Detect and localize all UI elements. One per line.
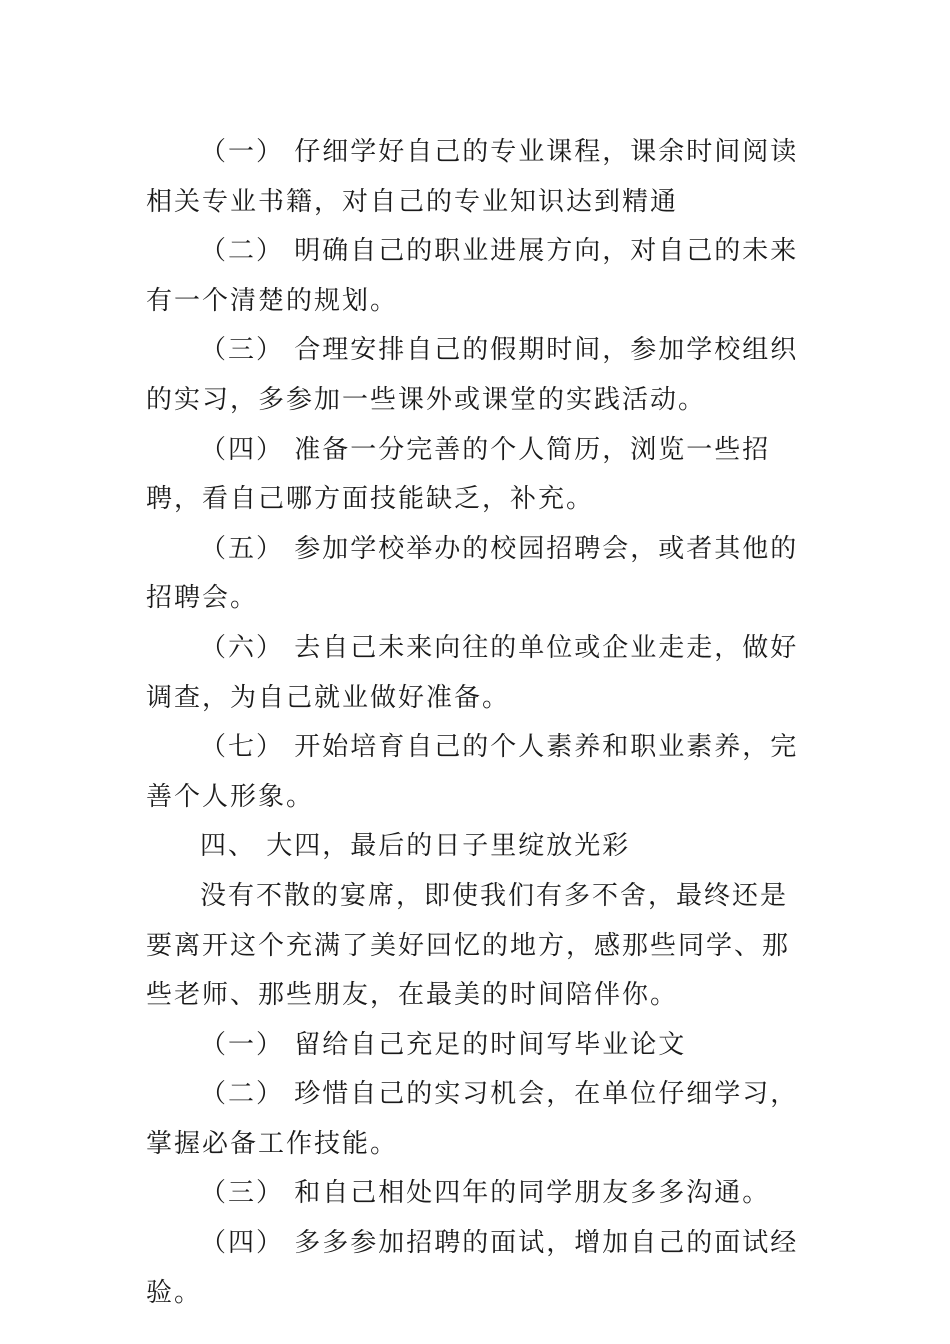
list-item: （七） 开始培育自己的个人素养和职业素养，完善个人形象。 [146,732,799,812]
list-item: （二） 珍惜自己的实习机会，在单位仔细学习，掌握必备工作技能。 [146,1079,799,1159]
document-body [146,128,814,1318]
list-item: （三） 合理安排自己的假期时间，参加学校组织的实习，多参加一些课外或课堂的实践活动。 [146,335,799,415]
list-item: （三） 和自己相处四年的同学朋友多多沟通。 [200,1178,771,1209]
list-item: （一） 仔细学好自己的专业课程，课余时间阅读相关专业书籍，对自己的专业知识达到精通 [146,137,799,217]
list-item: （四） 准备一分完善的个人简历，浏览一些招聘，看自己哪方面技能缺乏，补充。 [146,434,771,515]
list-item: （五） 参加学校举办的校园招聘会，或者其他的招聘会。 [146,533,799,614]
body-paragraph: 没有不散的宴席，即使我们有多不舍，最终还是要离开这个充满了美好回忆的地方，感那些同学、那些老师、那些朋友，在最美的时间陪伴你。 [146,880,791,1011]
list-item: （一） 留给自己充足的时间写毕业论文 [200,1029,687,1060]
list-item: （六） 去自己未来向往的单位或企业走走，做好调查，为自己就业做好准备。 [146,632,799,713]
list-item: （二） 明确自己的职业进展方向，对自己的未来有一个清楚的规划。 [146,236,799,316]
list-item: （四） 多多参加招聘的面试，增加自己的面试经验。 [146,1228,799,1308]
section-heading: 四、 大四，最后的日子里绽放光彩 [200,831,631,862]
